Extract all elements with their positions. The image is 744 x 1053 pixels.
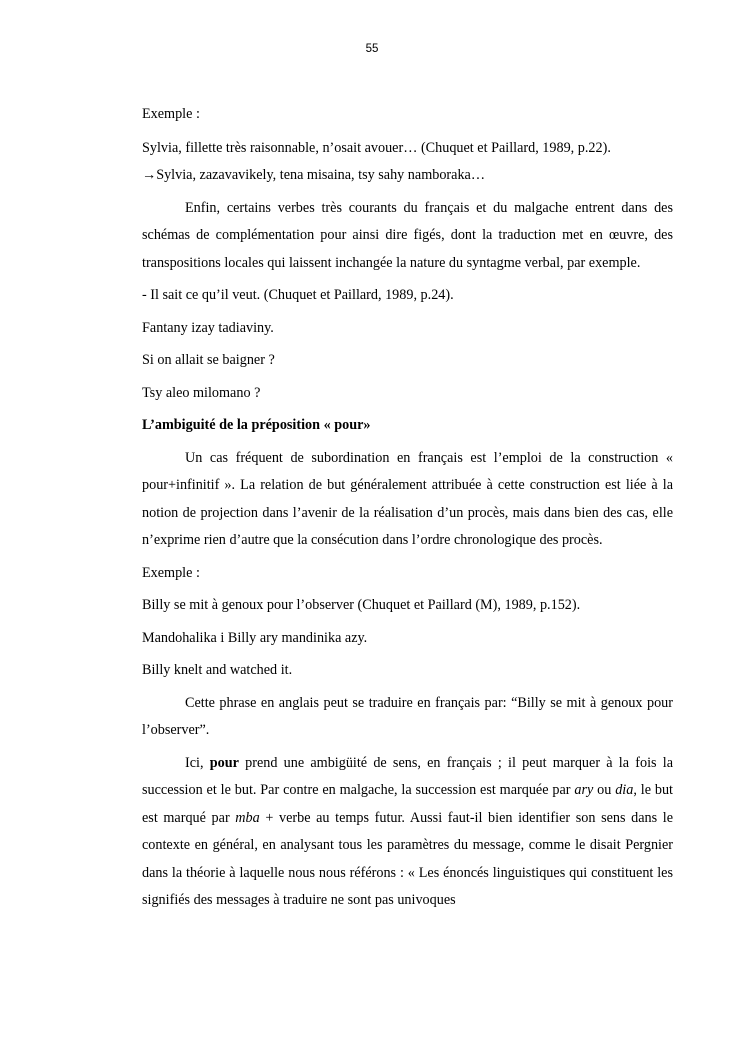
text-span: + verbe au temps futur. Aussi faut-il bien identifier son sens dans le contexte en général, en analysant tous les paramètres du message, comme le disait Pergnier dans la théorie à laquelle nous nous référons : « Les énoncés linguistiques qui constituent les signifiés des messages à traduire ne sont pas univoques <box>142 809 673 908</box>
paragraph-billy-english: Billy knelt and watched it. <box>142 662 293 678</box>
paragraph-fixed-verbs: Enfin, certains verbes très courants du français et du malgache entrent dans des schémas de complémentation pour ainsi dire figés, dont la traduction met en œuvre, des transpositions locales qui laissent inchangée la nature du syntagme verbal, par exemple. <box>142 199 673 271</box>
bold-term-pour: pour <box>209 754 239 771</box>
sylvia-french-sentence: Sylvia, fillette très raisonnable, n’osait avouer… (Chuquet et Paillard, 1989, p.22). <box>142 139 611 156</box>
paragraph-billy-translation-note: Cette phrase en anglais peut se traduire en français par: “Billy se mit à genoux pour l’observer”. <box>142 694 673 738</box>
sylvia-malagasy-translation: →Sylvia, zazavavikely, tena misaina, tsy sahy namboraka… <box>142 167 486 183</box>
paragraph-fantany: Fantany izay tadiaviny. <box>142 319 274 336</box>
italic-term-mba: mba <box>235 809 260 826</box>
text-span: prend une ambigüité de sens, en français ; il peut marquer à la fois la succession et le but. Par contre en malgache, la succession est marquée par <box>142 754 673 798</box>
paragraph-sylvia-example <box>142 135 673 190</box>
paragraph-milomano: Tsy aleo milomano ? <box>142 384 261 401</box>
paragraph-exemple-label-2: Exemple : <box>142 564 200 581</box>
italic-term-dia: dia <box>615 782 634 798</box>
paragraph-pour-infinitif: Un cas fréquent de subordination en français est l’emploi de la construction « pour+infinitif ». La relation de but généralement attribuée à cette construction est liée à la notion de projection dans l’avenir de la réalisation d’un procès, mais dans bien des cas, elle n’exprime rien d’autre que la consécution dans l’ordre chronologique des procès. <box>142 449 673 548</box>
paragraph-billy-malagasy: Mandohalika i Billy ary mandinika azy. <box>142 629 368 646</box>
paragraph-billy-french: Billy se mit à genoux pour l’observer (Chuquet et Paillard (M), 1989, p.152). <box>142 597 581 613</box>
text-span: ou <box>593 782 616 798</box>
section-heading-pour: L’ambiguité de la préposition « pour» <box>142 417 371 433</box>
paragraph-pour-ambiguity <box>142 750 673 915</box>
paragraph-exemple-label: Exemple : <box>142 106 200 122</box>
document-body <box>142 101 673 915</box>
text-span: , le but est marqué par <box>142 782 673 826</box>
page-number: 55 <box>365 43 379 55</box>
paragraph-il-sait: - Il sait ce qu’il veut. (Chuquet et Paillard, 1989, p.24). <box>142 287 454 303</box>
text-span: Ici, <box>185 754 210 771</box>
paragraph-baigner: Si on allait se baigner ? <box>142 352 275 368</box>
italic-term-ary: ary <box>574 782 594 798</box>
